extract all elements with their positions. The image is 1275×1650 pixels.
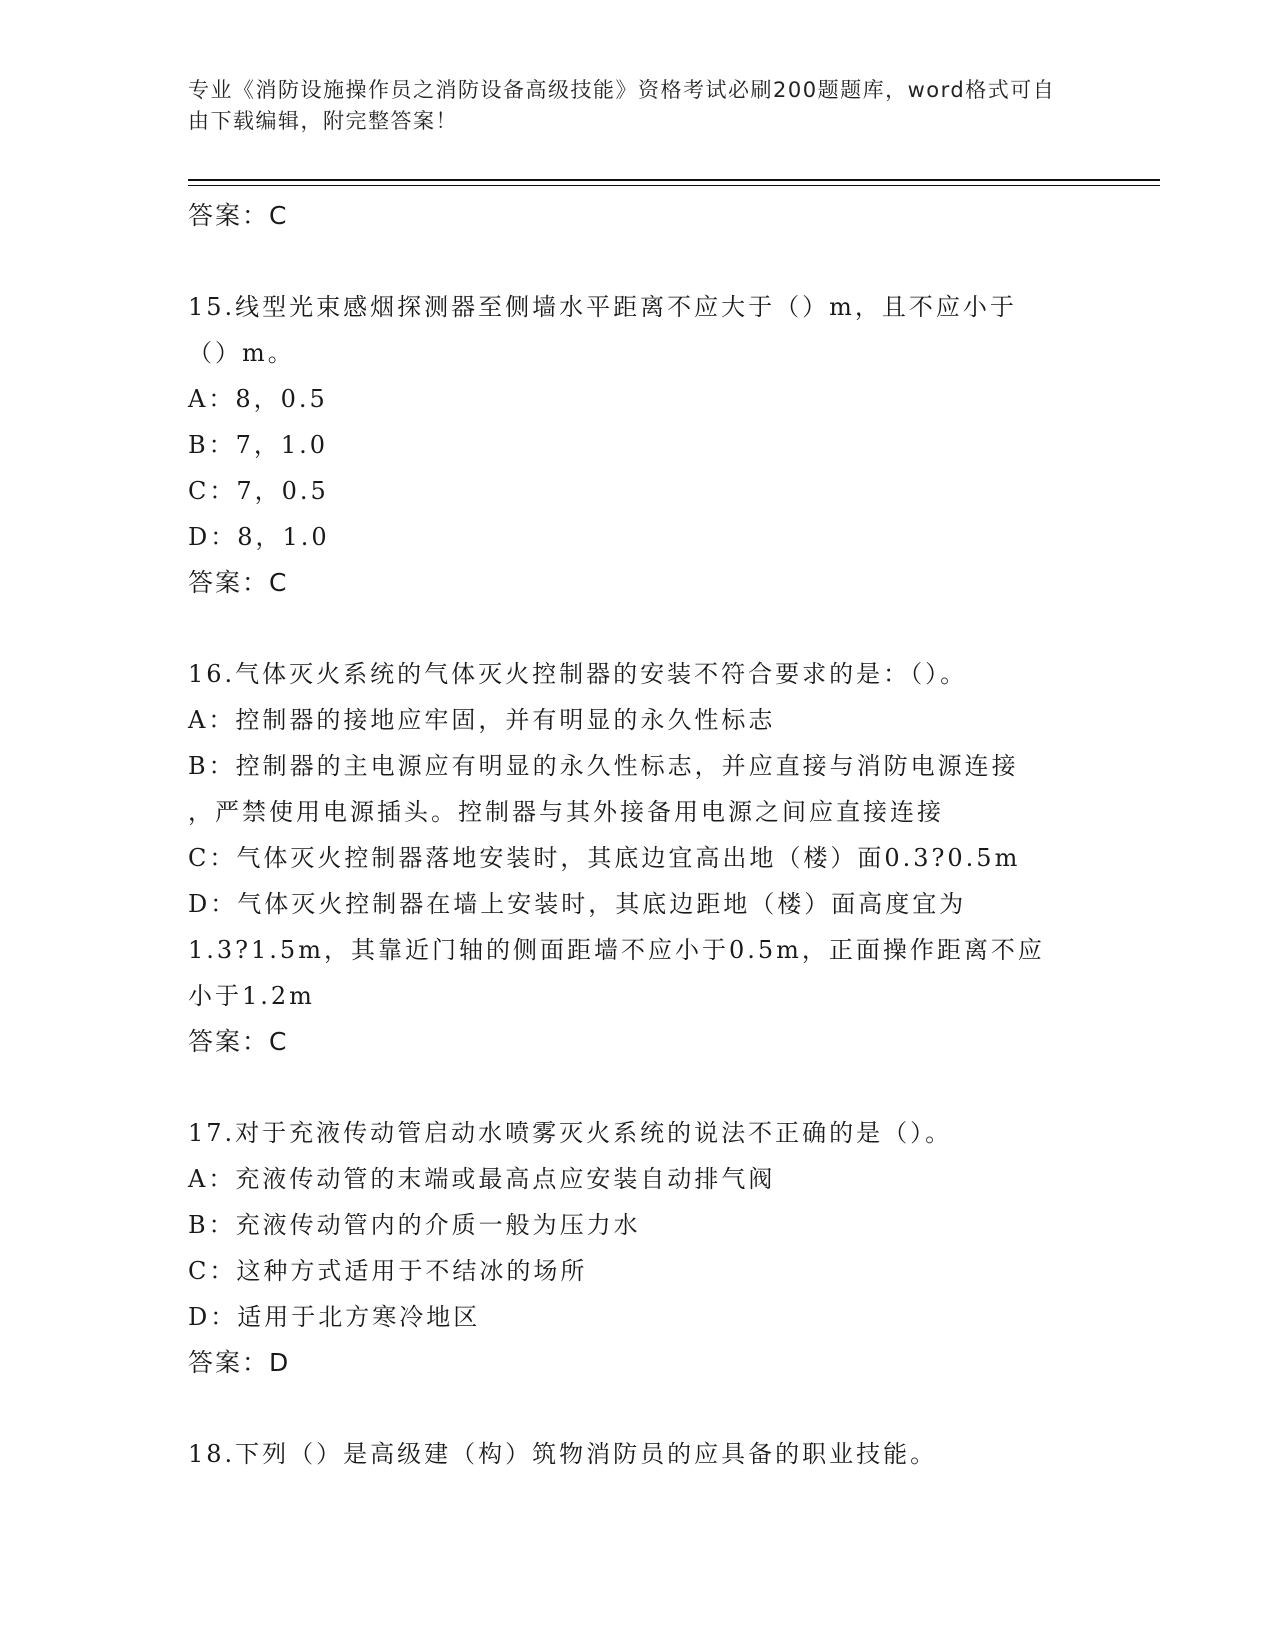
question-stem: 16.气体灭火系统的气体灭火控制器的安装不符合要求的是：（）。	[188, 660, 968, 688]
question-15	[188, 284, 1088, 606]
question-stem: （）m。	[188, 339, 295, 367]
header-rule-thick	[188, 179, 1160, 181]
answer: 答案：D	[188, 1348, 291, 1377]
option-d-continued: 小于1.2m	[188, 982, 315, 1010]
option-d: D：适用于北方寒冷地区	[188, 1303, 481, 1331]
option-b: B：控制器的主电源应有明显的永久性标志，并应直接与消防电源连接	[188, 752, 1019, 780]
header-rule-thin	[188, 185, 1160, 186]
spacer	[188, 239, 1088, 284]
option-b: B：7，1.0	[188, 431, 329, 459]
option-a: A：8，0.5	[188, 385, 328, 413]
option-c: C：气体灭火控制器落地安装时，其底边宜高出地（楼）面0.3?0.5m	[188, 844, 1021, 872]
option-c: C：7，0.5	[188, 477, 329, 505]
option-b-continued: ，严禁使用电源插头。控制器与其外接备用电源之间应直接连接	[188, 798, 944, 826]
question-stem: 15.线型光束感烟探测器至侧墙水平距离不应大于（）m，且不应小于	[188, 293, 1017, 321]
question-list	[188, 193, 1088, 1477]
spacer	[188, 1386, 1088, 1431]
answer: 答案：C	[188, 568, 289, 597]
question-16	[188, 651, 1088, 1065]
option-c: C：这种方式适用于不结冰的场所	[188, 1257, 588, 1285]
question-stem: 18.下列（）是高级建（构）筑物消防员的应具备的职业技能。	[188, 1440, 938, 1468]
document-header: 专业《消防设施操作员之消防设备高级技能》资格考试必刷200题题库，word格式可自由下载编辑，附完整答案！	[188, 78, 1056, 133]
spacer	[188, 606, 1088, 651]
option-d: D：气体灭火控制器在墙上安装时，其底边距地（楼）面高度宜为	[188, 890, 967, 918]
option-a: A：控制器的接地应牢固，并有明显的永久性标志	[188, 706, 776, 734]
question-18	[188, 1431, 1088, 1477]
option-a: A：充液传动管的末端或最高点应安装自动排气阀	[188, 1165, 776, 1193]
question-17	[188, 1110, 1088, 1386]
question-stem: 17.对于充液传动管启动水喷雾灭火系统的说法不正确的是（）。	[188, 1119, 953, 1147]
spacer	[188, 1065, 1088, 1110]
answer: 答案：C	[188, 1027, 289, 1056]
previous-answer: 答案：C	[188, 201, 289, 230]
option-d: D：8，1.0	[188, 523, 330, 551]
option-d-continued: 1.3?1.5m，其靠近门轴的侧面距墙不应小于0.5m，正面操作距离不应	[188, 936, 1045, 964]
option-b: B：充液传动管内的介质一般为压力水	[188, 1211, 641, 1239]
